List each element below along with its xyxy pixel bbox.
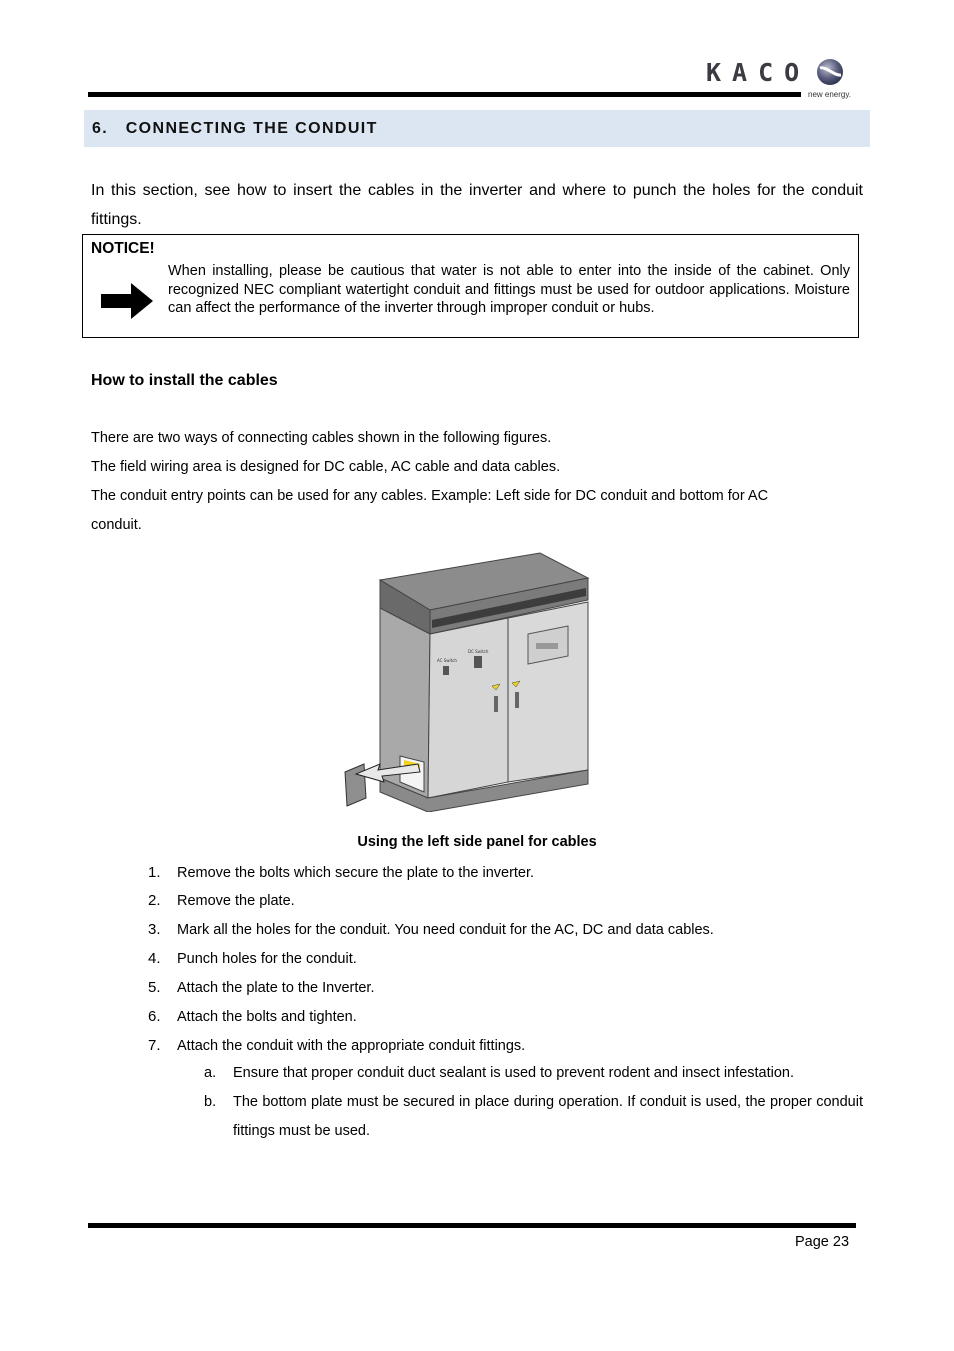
substep-letter: a.: [204, 1065, 217, 1081]
substep-letter: b.: [204, 1094, 217, 1110]
step-text: Attach the plate to the Inverter.: [177, 980, 375, 996]
paragraph-1: There are two ways of connecting cables shown in the following figures.: [91, 430, 552, 446]
logo-wordmark: KACO: [706, 58, 811, 87]
intro-paragraph: In this section, see how to insert the cables in the inverter and where to punch the holes for the conduit fittings.: [91, 182, 863, 228]
paragraph-3: The conduit entry points can be used for any cables. Example: Left side for DC conduit and bottom for AC: [91, 488, 769, 504]
sub-list-item: [204, 1088, 863, 1146]
step-text: Mark all the holes for the conduit. You need conduit for the AC, DC and data cables.: [177, 922, 714, 938]
subheading: How to install the cables: [91, 372, 278, 389]
step-number: 4.: [148, 950, 161, 967]
notice-box: [82, 234, 859, 338]
list-item: [148, 979, 375, 996]
paragraph-4: conduit.: [91, 517, 142, 533]
sub-list-item: [204, 1059, 863, 1088]
section-heading-bar: [84, 110, 870, 147]
arrow-right-icon: [101, 283, 153, 319]
notice-label: NOTICE!: [91, 240, 155, 257]
section-title: [92, 120, 378, 138]
substep-text: The bottom plate must be secured in place during operation. If conduit is used, the proper conduit fittings must be used.: [233, 1094, 863, 1139]
step-number: 2.: [148, 892, 161, 909]
step-text: Attach the conduit with the appropriate conduit fittings.: [177, 1038, 526, 1054]
header-rule: [88, 92, 801, 97]
dc-switch-label: DC Switch: [468, 649, 489, 654]
page-number: Page 23: [795, 1234, 850, 1250]
figure-caption: Using the left side panel for cables: [357, 834, 597, 850]
list-item: [148, 892, 295, 909]
step-number: 3.: [148, 921, 161, 938]
list-item: [148, 921, 714, 938]
list-item: [148, 1008, 357, 1025]
step-number: 5.: [148, 979, 161, 996]
step-text: Punch holes for the conduit.: [177, 951, 357, 967]
section-number: 6.: [92, 120, 109, 137]
step-number: 1.: [148, 864, 161, 881]
ac-switch-label: AC Switch: [437, 658, 457, 663]
inverter-cabinet-figure: [340, 550, 592, 812]
logo-tagline: new energy.: [808, 90, 851, 99]
step-text: Remove the bolts which secure the plate to the inverter.: [177, 865, 535, 881]
section-title-text: CONNECTING THE CONDUIT: [125, 120, 378, 137]
step-number: 6.: [148, 1008, 161, 1025]
list-item: [148, 864, 534, 881]
list-item: [148, 1037, 525, 1054]
paragraph-2: The field wiring area is designed for DC cable, AC cable and data cables.: [91, 459, 561, 475]
footer-rule: [88, 1223, 856, 1228]
step-text: Remove the plate.: [177, 893, 295, 909]
notice-text: When installing, please be cautious that water is not able to enter into the inside of the cabinet. Only recognized NEC compliant watertight conduit and fittings must be used for outdoor applications. Moisture can affect the performance of the inverter through improper conduit or hubs.: [168, 263, 850, 316]
step-text: Attach the bolts and tighten.: [177, 1009, 357, 1025]
logo-sphere-icon: [816, 58, 844, 86]
substep-text: Ensure that proper conduit duct sealant is used to prevent rodent and insect infestation.: [233, 1065, 795, 1081]
step-number: 7.: [148, 1037, 161, 1054]
list-item: [148, 950, 357, 967]
